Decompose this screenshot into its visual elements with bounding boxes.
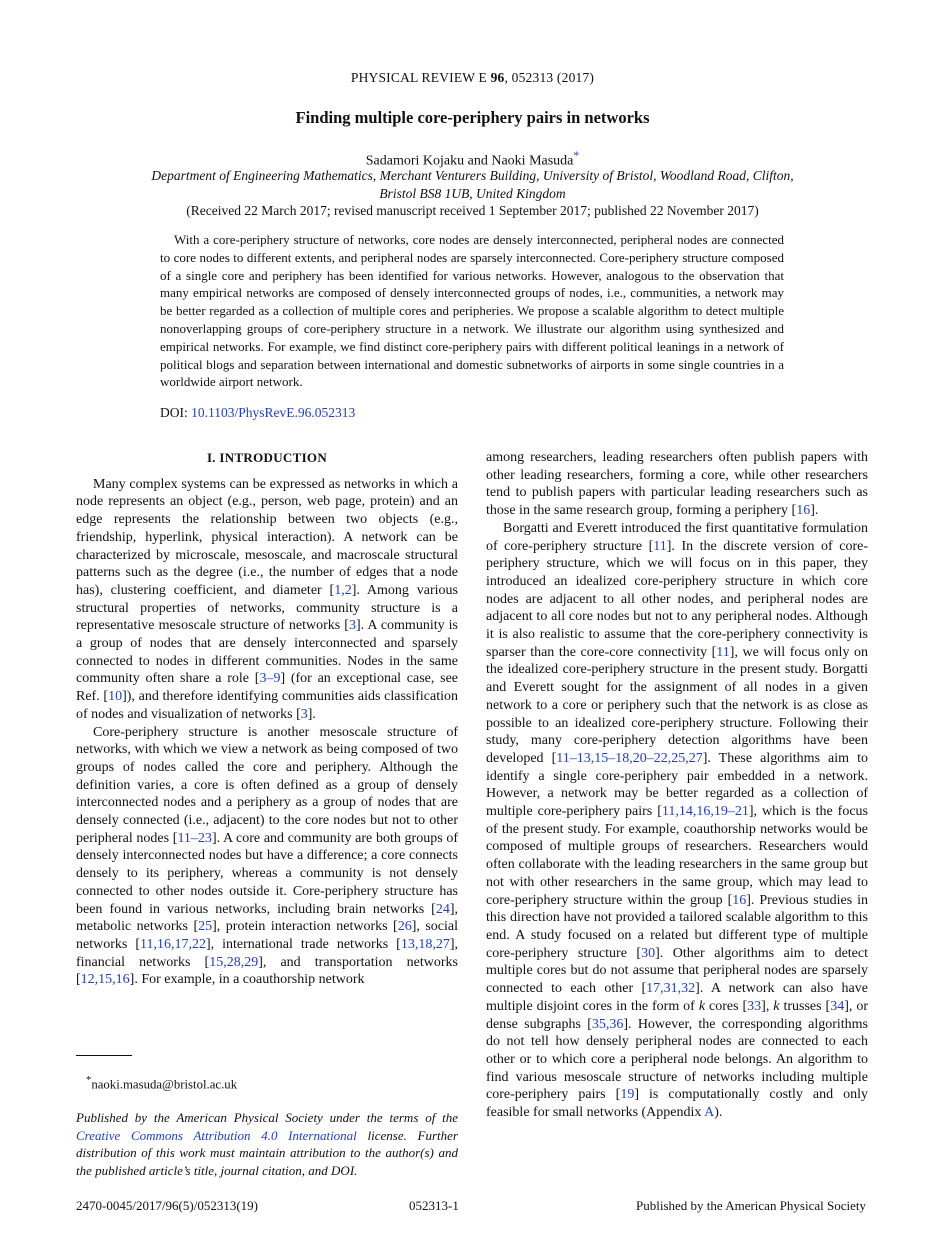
citation-link[interactable]: 12,15,16 [80,972,130,988]
citation-link[interactable]: 33 [747,998,762,1014]
paper-title: Finding multiple core-periphery pairs in networks [295,108,650,127]
footer-issn: 2470-0045/2017/96(5)/052313(19) [76,1198,258,1213]
text-run: ]. However, the corresponding algorithms do not tell how densely peripheral nodes are connected to each other or to which core a peripheral node belongs. An algorithm to find various mesoscale structure of networks including multiple core-periphery pairs [ [486,1016,868,1103]
intro-paragraph-1 [76,476,458,724]
text-run: ]. A core and community are both groups of densely interconnected nodes but have a difference; a core connects densely to its periphery, whereas a community is not densely connected to other nodes outside it. Core-periphery structure has been found in various networks, including brain networks [ [76,830,458,917]
text-run: ]. Other algorithms aim to detect multiple cores but do not assume that peripheral nodes are sparsely connected to each other [ [486,945,868,997]
right-column [486,449,868,1122]
left-column [76,449,458,989]
footer-publisher: Published by the American Physical Society [636,1198,866,1213]
article-info: , 052313 (2017) [504,70,595,85]
text-run: ]. A community is a group of nodes that are densely interconnected and sparsely connected to nodes in different communities. Nodes in the same community often share a role [ [76,618,459,687]
text-run: ]. [810,503,819,519]
text-run: ]. Previous studies in this direction have not provided a tailored scalable algorithm to this end. A study focused on a related but different type of multiple core-periphery structure [ [486,892,868,961]
text-run: ]. These algorithms aim to identify a single core-periphery pair embedded in a network. However, a network may be better regarded as a collection of multiple core-periphery pairs [ [486,750,868,820]
citation-link[interactable]: 10 [108,689,123,705]
intro-paragraph-2 [76,724,458,990]
journal-name: PHYSICAL REVIEW E [350,70,488,85]
text-run: ], international trade networks [ [205,936,401,952]
received-dates: (Received 22 March 2017; revised manuscript received 1 September 2017; published 22 November 2017) [186,203,759,218]
doi-line [160,405,355,421]
footnote-mark: * [86,1075,92,1086]
text-run: ]. For example, in a coauthorship network [129,972,365,988]
text-run: ]. A network can also have multiple disjoint cores in the form of [486,981,868,1014]
citation-link[interactable]: 26 [397,919,412,935]
affiliation: Department of Engineering Mathematics, Merchant Venturers Building, University of Bristol, Woodland Road, Clifton, Bristol BS8 1UB, United Kingdom [151,168,794,201]
math-k: k [773,998,780,1014]
text-run: trusses [ [779,998,831,1014]
corresponding-author-mark[interactable]: * [573,149,580,162]
text-run: ], or dense subgraphs [ [486,998,868,1032]
citation-link[interactable]: 3–9 [259,671,281,687]
text-run: ]), and therefore identifying communities aids classification of nodes and visualization of networks [ [76,689,458,722]
citation-link[interactable]: 11,16,17,22 [139,936,206,952]
license-link[interactable]: Creative Commons Attribution 4.0 International [76,1127,357,1143]
text-run: ], protein interaction networks [ [212,919,398,935]
citation-link[interactable]: 25 [198,919,213,935]
citation-link[interactable]: 15,28,29 [209,954,259,970]
text-run: license. Further distribution of this work must maintain attribution to the author(s) and the published article’s title, journal citation, and DOI. [76,1127,458,1179]
citation-link[interactable]: 30 [641,945,656,961]
footnote-rule [76,1055,132,1056]
text-run: among researchers, leading researchers often publish papers with other leading researchers, forming a core, while other researchers tend to publish papers with particular leading researchers such as those in the same research group, forming a periphery [ [486,450,868,519]
text-run: ], metabolic networks [ [76,901,458,935]
text-run: ]. In the discrete version of core-periphery structure, which we will focus on in this paper, they introduced an idealized core-periphery structure in which core nodes are adjacent to all other nodes, and peripheral nodes are adjacent to all core nodes but not to any peripheral nodes. Although it is also realistic to assume that the core-periphery connectivity is sparser than the core-core connectivity [ [486,538,868,660]
citation-link[interactable]: 16 [732,892,747,908]
intro-paragraph-continued [486,449,868,520]
text-run: Core-periphery structure is another mesoscale structure of networks, with which we view a network as being composed of two groups of nodes called the core and periphery. Although the definition varies, a core is often defined as a group of densely interconnected nodes and a periphery as a group of nodes that are densely connected (i.e., adjacent) to the core nodes but not to other peripheral nodes [ [76,724,458,846]
abstract: With a core-periphery structure of networks, core nodes are densely interconnected, peripheral nodes are connected to core nodes to different extents, and peripheral nodes are sparsely interconnected. Core-periphery structure composed of a single core and periphery has been identified for various networks. However, analogous to the observation that many empirical networks are composed of densely interconnected groups of nodes, i.e., communities, a network may be better regarded as a collection of multiple cores and peripheries. We propose a scalable algorithm to detect multiple nonoverlapping groups of core-periphery structure in a network. We illustrate our algorithm using synthesized and empirical networks. For example, we find distinct core-periphery pairs with different political leanings in a network of political blogs and separation between international and domestic subnetworks of airports in some single countries in a worldwide airport network. [160,232,784,390]
citation-link[interactable]: 17,31,32 [646,981,696,997]
text-run: Borgatti and Everett introduced the first quantitative formulation of core-periphery structure [ [486,520,868,554]
citation-link[interactable]: 1,2 [334,582,352,598]
journal-volume: 96 [490,70,505,85]
text-run: ], we will focus only on the idealized core-periphery structure in the present study. Borgatti and Everett sought for the assignment of all nodes in a given network to a core or periphery such that the network is as close as possible to an idealized core-periphery structure. Following their study, many core-periphery detection algorithms have been developed [ [486,644,868,766]
text-run: ] is computationally costly and only feasible for small networks (Appendix [486,1087,868,1121]
footnote [76,1075,458,1092]
text-run: cores [ [705,998,748,1014]
citation-link[interactable]: 11,14,16,19–21 [661,804,749,820]
citation-link[interactable]: 3 [300,706,308,722]
intro-paragraph-3 [486,520,868,1122]
citation-link[interactable]: 16 [796,503,811,519]
text-run: ], and transportation networks [ [76,954,458,988]
citation-link[interactable]: 24 [435,901,450,917]
section-heading: I. INTRODUCTION [206,450,328,465]
citation-link[interactable]: 11 [716,644,730,660]
citation-link[interactable]: 34 [830,998,845,1014]
citation-link[interactable]: 13,18,27 [400,936,450,952]
citation-link[interactable]: 35,36 [591,1016,624,1032]
text-run: ]. [307,706,316,722]
text-run: Many complex systems can be expressed as networks in which a node represents an object (e.g., person, web page, protein) and an edge represents the relationship between two objects (e.g., friendship, hyperlink, physical interaction). A network can be characterized by microscale, mesoscale, and macroscale structural patterns such as the degree (i.e., the number of edges that a node has), clustering coefficient, and diameter [ [76,476,458,598]
citation-link[interactable]: 11–13,15–18,20–22,25,27 [556,750,703,766]
citation-link[interactable]: 11–23 [177,830,212,846]
text-run: ). [714,1105,723,1121]
math-k: k [698,998,706,1014]
text-run: ], [761,998,774,1014]
license-statement [76,1109,458,1180]
journal-header [0,70,945,86]
text-run: ], which is the focus of the present study. For example, coauthorship networks would be composed of multiple groups of researchers. Researchers would often collaborate with the leading researchers in the same group but not with other researchers in the same group, which may lead to core-periphery structure within the group [ [486,804,868,908]
text-run: ], financial networks [ [76,936,458,970]
footer-page-number: 052313-1 [409,1198,459,1213]
citation-link[interactable]: 19 [620,1087,635,1103]
appendix-link[interactable]: A [704,1105,715,1121]
author-names: Sadamori Kojaku and Naoki Masuda [365,153,574,169]
text-run: Published by the American Physical Society under the terms of the [76,1110,458,1125]
author-email: naoki.masuda@bristol.ac.uk [91,1077,238,1092]
doi-label: DOI: [160,405,192,420]
doi-link[interactable]: 10.1103/PhysRevE.96.052313 [191,405,356,420]
citation-link[interactable]: 11 [653,538,667,554]
text-run: ] (for an exceptional case, see Ref. [ [76,671,459,705]
text-run: ]. Among various structural properties of networks, community structure is a representative mesoscale structure of networks [ [76,582,458,634]
citation-link[interactable]: 3 [348,618,356,634]
text-run: ], social networks [ [76,919,458,952]
